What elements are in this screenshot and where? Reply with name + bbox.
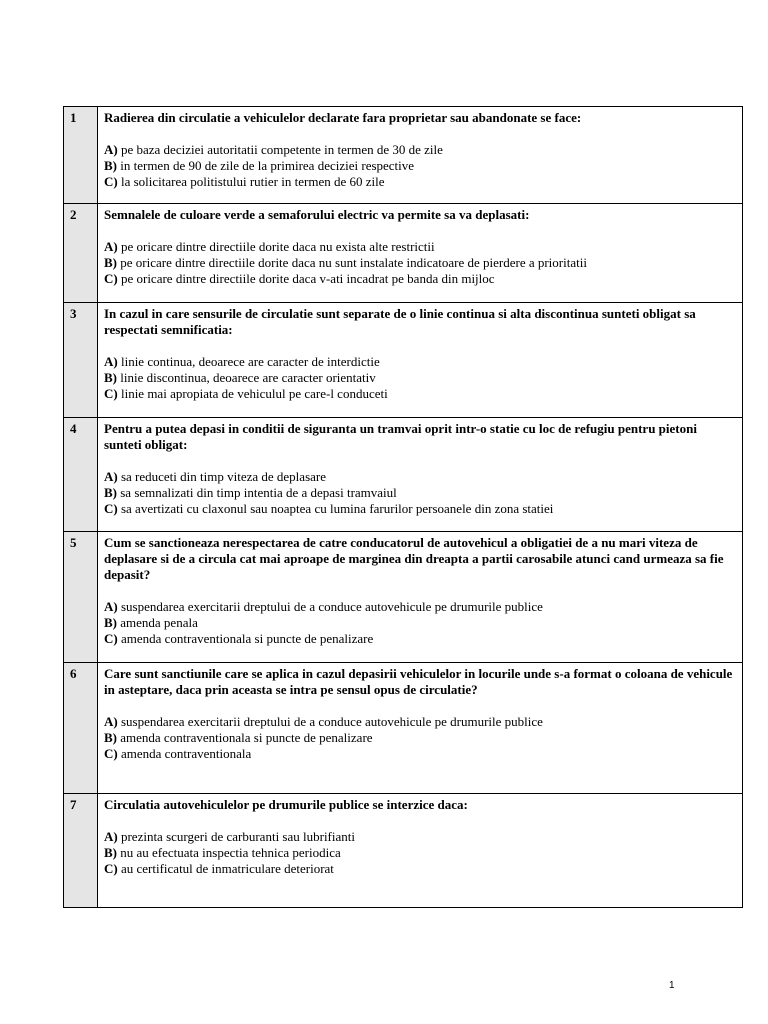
question-cell <box>98 303 743 418</box>
answer-c <box>104 631 736 647</box>
answer-letter: A) <box>104 714 118 729</box>
answer-text: amenda contraventionala si puncte de penalizare <box>117 631 374 646</box>
answer-letter: B) <box>104 158 117 173</box>
answer-a <box>104 354 736 370</box>
answer-letter: A) <box>104 142 118 157</box>
answer-letter: B) <box>104 255 117 270</box>
answer-letter: B) <box>104 485 117 500</box>
answer-text: pe baza deciziei autoritatii competente in termen de 30 de zile <box>117 142 443 157</box>
question-row <box>64 663 743 794</box>
question-row <box>64 418 743 532</box>
answer-letter: B) <box>104 845 117 860</box>
answer-a <box>104 829 736 845</box>
answer-c <box>104 174 736 190</box>
answer-text: amenda penala <box>117 615 198 630</box>
question-cell <box>98 204 743 303</box>
answer-c <box>104 746 736 762</box>
page-number: 1 <box>669 980 675 991</box>
answer-text: suspendarea exercitarii dreptului de a conduce autovehicule pe drumurile publice <box>117 714 543 729</box>
answer-b <box>104 845 736 861</box>
question-number: 5 <box>64 532 98 663</box>
question-cell <box>98 532 743 663</box>
answer-letter: A) <box>104 599 118 614</box>
answer-letter: C) <box>104 631 118 646</box>
answer-text: amenda contraventionala <box>117 746 252 761</box>
answer-c <box>104 861 736 877</box>
answer-text: pe oricare dintre directiile dorite daca nu exista alte restrictii <box>117 239 435 254</box>
answer-b <box>104 485 736 501</box>
answer-letter: A) <box>104 469 118 484</box>
answer-b <box>104 158 736 174</box>
question-text: Radierea din circulatie a vehiculelor declarate fara proprietar sau abandonate se face: <box>104 110 582 125</box>
question-number: 7 <box>64 794 98 908</box>
answer-c <box>104 501 736 517</box>
answer-letter: C) <box>104 501 118 516</box>
answer-letter: B) <box>104 615 117 630</box>
answer-text: sa avertizati cu claxonul sau noaptea cu lumina farurilor persoanele din zona statiei <box>117 501 554 516</box>
answer-text: linie continua, deoarece are caracter de interdictie <box>117 354 380 369</box>
question-cell <box>98 418 743 532</box>
question-number: 6 <box>64 663 98 794</box>
answer-letter: B) <box>104 370 117 385</box>
answer-a <box>104 714 736 730</box>
answer-b <box>104 370 736 386</box>
answer-letter: C) <box>104 174 118 189</box>
question-number: 2 <box>64 204 98 303</box>
answer-text: au certificatul de inmatriculare deteriorat <box>117 861 334 876</box>
question-text: Pentru a putea depasi in conditii de siguranta un tramvai oprit intr-o statie cu loc de refugiu pentru pietoni sunteti obligat: <box>104 421 697 452</box>
answer-letter: C) <box>104 386 118 401</box>
answer-text: nu au efectuata inspectia tehnica periodica <box>117 845 341 860</box>
answer-b <box>104 255 736 271</box>
question-row <box>64 107 743 204</box>
answer-c <box>104 386 736 402</box>
answer-letter: B) <box>104 730 117 745</box>
question-text: Care sunt sanctiunile care se aplica in cazul depasirii vehiculelor in locurile unde s-a format o coloana de vehicule in asteptare, daca prin aceasta se intra pe sensul opus de circulatie? <box>104 666 733 697</box>
answer-text: pe oricare dintre directiile dorite daca nu sunt instalate indicatoare de pierdere a prioritatii <box>117 255 587 270</box>
question-cell <box>98 663 743 794</box>
answer-b <box>104 730 736 746</box>
answer-a <box>104 599 736 615</box>
answer-text: la solicitarea politistului rutier in termen de 60 zile <box>117 174 385 189</box>
question-text: Semnalele de culoare verde a semaforului electric va permite sa va deplasati: <box>104 207 530 222</box>
question-cell <box>98 794 743 908</box>
question-row <box>64 204 743 303</box>
question-row <box>64 303 743 418</box>
questions-table <box>63 106 743 908</box>
question-number: 1 <box>64 107 98 204</box>
question-row <box>64 532 743 663</box>
answer-text: suspendarea exercitarii dreptului de a conduce autovehicule pe drumurile publice <box>117 599 543 614</box>
answer-text: linie mai apropiata de vehiculul pe care-l conduceti <box>117 386 388 401</box>
question-number: 4 <box>64 418 98 532</box>
question-text: Cum se sanctioneaza nerespectarea de catre conducatorul de autovehicul a obligatiei de a nu mari viteza de deplasare si de a circula cat mai aproape de marginea din dreapta a partii carosabile atunci cand urmeaza sa fie depasit? <box>104 535 724 582</box>
answer-b <box>104 615 736 631</box>
answer-c <box>104 271 736 287</box>
answer-letter: C) <box>104 271 118 286</box>
answer-text: amenda contraventionala si puncte de penalizare <box>117 730 373 745</box>
answer-a <box>104 142 736 158</box>
question-number: 3 <box>64 303 98 418</box>
question-text: Circulatia autovehiculelor pe drumurile publice se interzice daca: <box>104 797 468 812</box>
question-text: In cazul in care sensurile de circulatie sunt separate de o linie continua si alta discontinua sunteti obligat sa respectati semnificatia: <box>104 306 696 337</box>
answer-text: in termen de 90 de zile de la primirea deciziei respective <box>117 158 415 173</box>
answer-letter: A) <box>104 239 118 254</box>
answer-letter: C) <box>104 861 118 876</box>
answer-text: sa reduceti din timp viteza de deplasare <box>117 469 326 484</box>
answer-letter: A) <box>104 354 118 369</box>
question-row <box>64 794 743 908</box>
answer-a <box>104 469 736 485</box>
answer-letter: C) <box>104 746 118 761</box>
question-cell <box>98 107 743 204</box>
answer-text: sa semnalizati din timp intentia de a depasi tramvaiul <box>117 485 397 500</box>
answer-text: pe oricare dintre directiile dorite daca v-ati incadrat pe banda din mijloc <box>117 271 495 286</box>
answer-text: prezinta scurgeri de carburanti sau lubrifianti <box>117 829 355 844</box>
answer-letter: A) <box>104 829 118 844</box>
answer-a <box>104 239 736 255</box>
answer-text: linie discontinua, deoarece are caracter orientativ <box>117 370 376 385</box>
